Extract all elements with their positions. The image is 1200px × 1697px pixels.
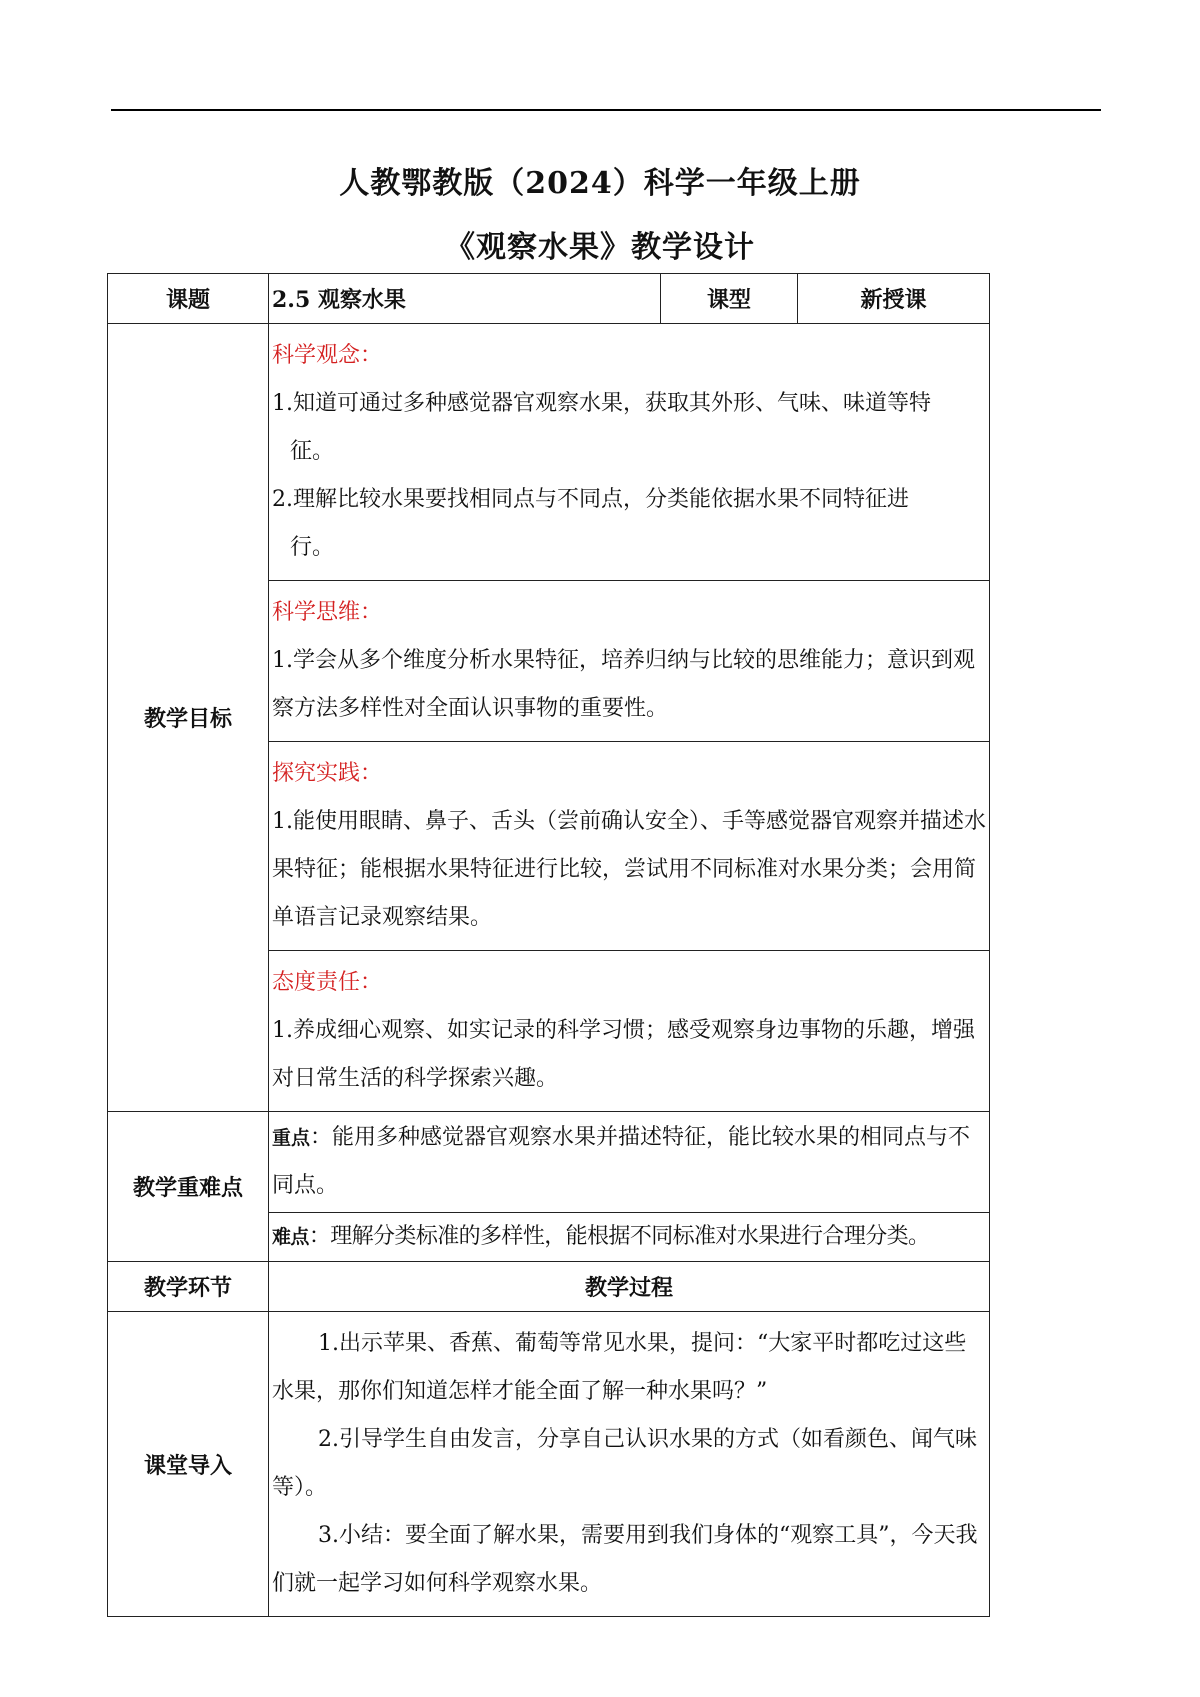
lesson-plan-table bbox=[107, 273, 990, 1617]
section-heading: 探究实践： bbox=[272, 761, 383, 786]
lesson-type-value: 新授课 bbox=[798, 274, 990, 324]
lesson-type-label: 课型 bbox=[661, 274, 798, 324]
objectives-label: 教学目标 bbox=[108, 324, 269, 1112]
topic-label: 课题 bbox=[108, 274, 269, 324]
process-label: 教学过程 bbox=[269, 1262, 990, 1312]
focus-label: 重点 bbox=[272, 1127, 311, 1149]
objective-text: 1.学会从多个维度分析水果特征，培养归纳与比较的思维能力；意识到观察方法多样性对全面认识事物的重要性。 bbox=[272, 648, 975, 721]
intro-label: 课堂导入 bbox=[108, 1312, 269, 1617]
key-points-label: 教学重难点 bbox=[108, 1112, 269, 1262]
focus-point bbox=[269, 1112, 990, 1213]
objective-attitude bbox=[269, 951, 990, 1112]
difficulty-text: ：理解分类标准的多样性，能根据不同标准对水果进行合理分类。 bbox=[308, 1224, 930, 1249]
focus-text: ：能用多种感觉器官观察水果并描述特征，能比较水果的相同点与不同点。 bbox=[272, 1125, 971, 1198]
document-title: 人教鄂教版（2024）科学一年级上册 bbox=[339, 166, 861, 201]
objective-item: 2.理解比较水果要找相同点与不同点，分类能依据水果不同特征进 行。 bbox=[272, 487, 909, 560]
objective-inquiry-practice bbox=[269, 742, 990, 951]
process-stage-label: 教学环节 bbox=[108, 1262, 269, 1312]
objective-text: 1.能使用眼睛、鼻子、舌头（尝前确认安全）、手等感觉器官观察并描述水果特征；能根据水果特征进行比较，尝试用不同标准对水果分类；会用简单语言记录观察结果。 bbox=[272, 809, 986, 930]
objective-item: 1.知道可通过多种感觉器官观察水果，获取其外形、气味、味道等特 征。 bbox=[272, 391, 931, 464]
intro-paragraph: 2.引导学生自由发言，分享自己认识水果的方式（如看颜色、闻气味等）。 bbox=[272, 1427, 977, 1500]
key-points-row bbox=[108, 1112, 990, 1213]
difficulty-point bbox=[269, 1213, 990, 1262]
process-header-row bbox=[108, 1262, 990, 1312]
intro-row bbox=[108, 1312, 990, 1617]
difficulty-label: 难点 bbox=[272, 1226, 309, 1248]
objective-text: 1.养成细心观察、如实记录的科学习惯；感受观察身边事物的乐趣，增强对日常生活的科学探索兴趣。 bbox=[272, 1018, 975, 1091]
intro-paragraph: 3.小结：要全面了解水果，需要用到我们身体的“观察工具”，今天我们就一起学习如何科学观察水果。 bbox=[272, 1523, 978, 1596]
objective-science-concept bbox=[269, 324, 990, 581]
topic-value: 2.5 观察水果 bbox=[269, 274, 661, 324]
intro-paragraph: 1.出示苹果、香蕉、葡萄等常见水果，提问：“大家平时都吃过这些水果，那你们知道怎样才能全面了解一种水果吗？” bbox=[272, 1331, 967, 1404]
objectives-row-science-concept bbox=[108, 324, 990, 581]
section-heading: 科学思维： bbox=[272, 600, 383, 625]
section-heading: 态度责任： bbox=[272, 970, 383, 995]
header-rule bbox=[111, 109, 1101, 111]
document-subtitle: 《观察水果》教学设计 bbox=[445, 230, 755, 265]
objective-science-thinking bbox=[269, 581, 990, 742]
topic-row bbox=[108, 274, 990, 324]
section-heading: 科学观念： bbox=[272, 343, 383, 368]
intro-content bbox=[269, 1312, 990, 1617]
